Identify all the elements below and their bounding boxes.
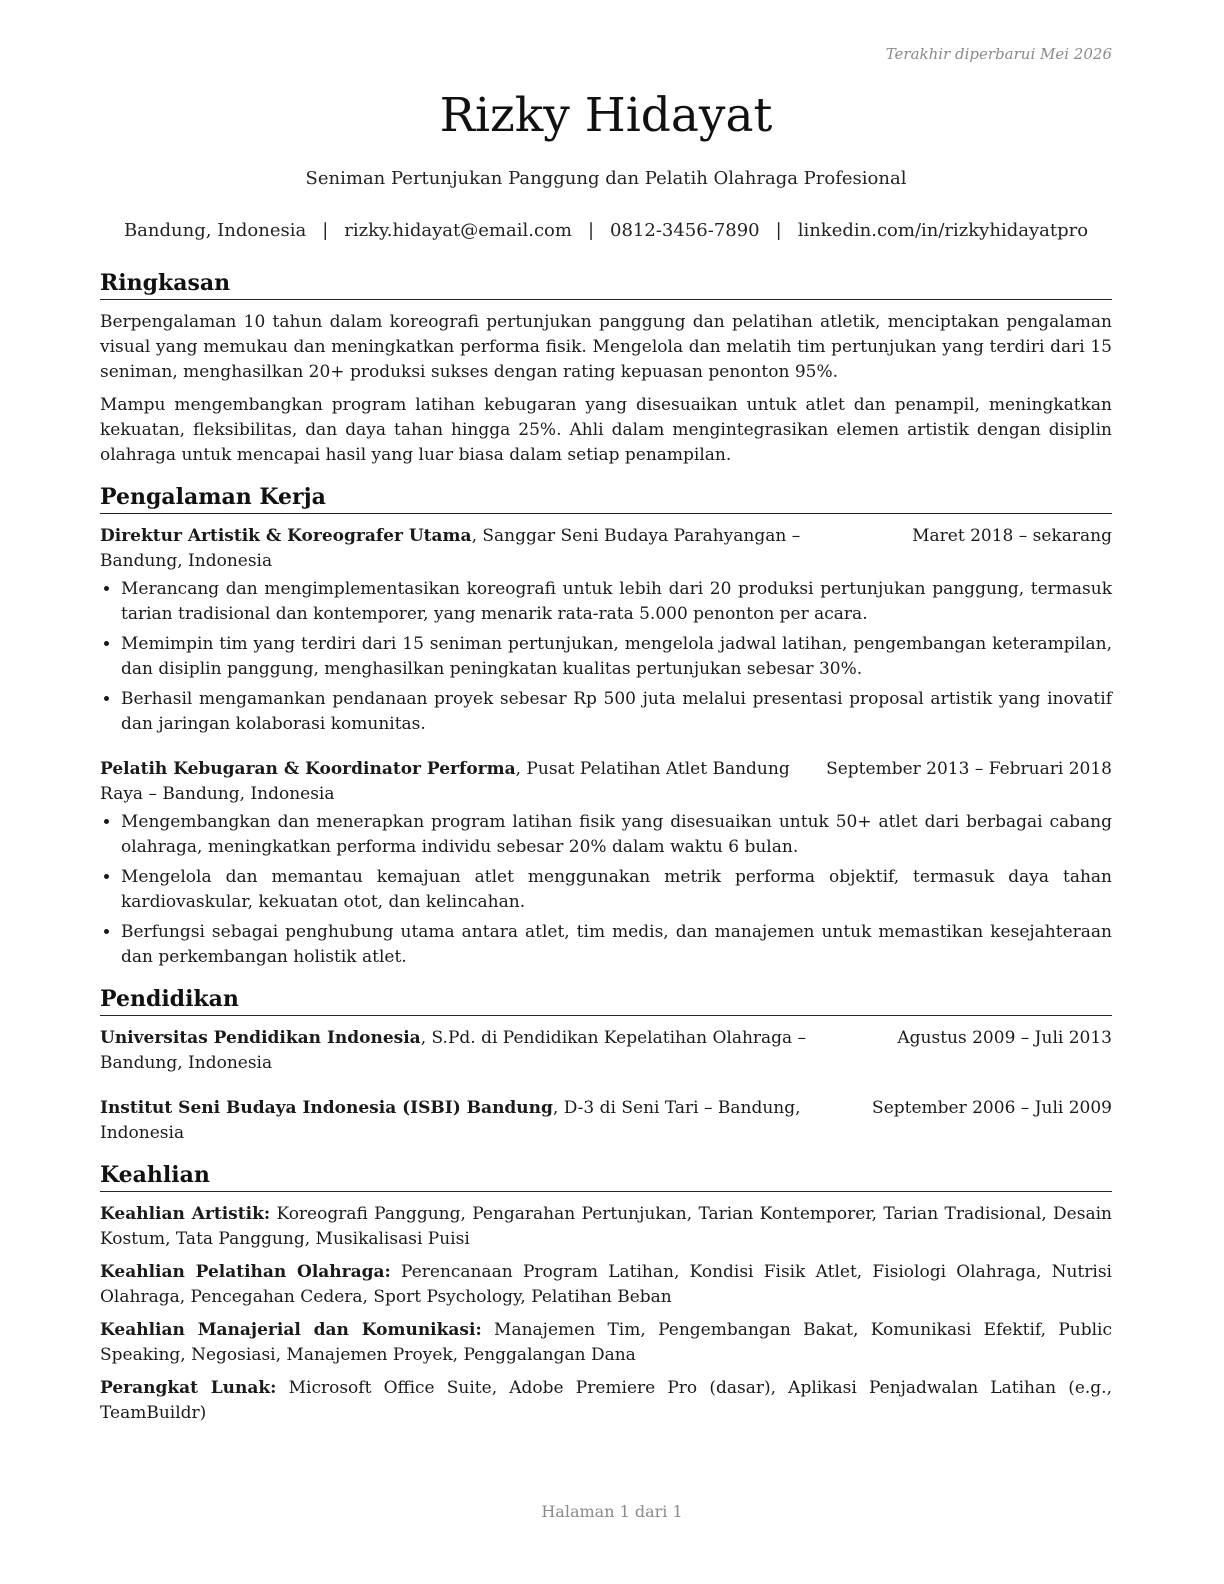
section-title-skills: Keahlian — [100, 1160, 1112, 1192]
education-header — [100, 1096, 1112, 1146]
education-detail: , D-3 di Seni Tari – Bandung, Indonesia — [100, 1098, 801, 1143]
education-entry — [100, 1026, 1112, 1076]
education-detail: , S.Pd. di Pendidikan Kepelatihan Olahraga – Bandung, Indonesia — [100, 1028, 807, 1073]
skill-label: Perangkat Lunak: — [100, 1378, 277, 1398]
contact-email[interactable]: rizky.hidayat@email.com — [344, 220, 572, 241]
job-title-line — [100, 757, 796, 807]
skill-text: Perencanaan Program Latihan, Kondisi Fisik Atlet, Fisiologi Olahraga, Nutrisi Olahraga, Pencegahan Cedera, Sport Psychology, Pelatihan Beban — [100, 1262, 1112, 1307]
separator: | — [322, 220, 329, 241]
skill-text: Microsoft Office Suite, Adobe Premiere Pro (dasar), Aplikasi Penjadwalan Latihan (e.g., TeamBuildr) — [100, 1378, 1112, 1423]
section-title-education: Pendidikan — [100, 984, 1112, 1016]
job-header — [100, 757, 1112, 807]
contact-phone: 0812-3456-7890 — [610, 220, 760, 241]
education-line — [100, 1096, 842, 1146]
job-bullet: • Mengembangkan dan menerapkan program latihan fisik yang disesuaikan untuk 50+ atlet dari berbagai cabang olahraga, meningkatkan performa individu sebesar 20% dalam waktu 6 bulan. — [121, 810, 1112, 860]
education-school: Institut Seni Budaya Indonesia (ISBI) Bandung — [100, 1098, 553, 1118]
contact-line — [100, 220, 1112, 241]
job-entry — [100, 524, 1112, 737]
tagline: Seniman Pertunjukan Panggung dan Pelatih Olahraga Profesional — [305, 168, 907, 189]
candidate-name: Rizky Hidayat — [439, 88, 773, 143]
section-title-experience: Pengalaman Kerja — [100, 482, 1112, 514]
page-number: Halaman 1 dari 1 — [541, 1502, 683, 1521]
job-bullet: • Memimpin tim yang terdiri dari 15 seniman pertunjukan, mengelola jadwal latihan, pengembangan keterampilan, dan disiplin panggung, menghasilkan peningkatan kualitas pertunjukan sebesar 30%. — [121, 632, 1112, 682]
section-title-summary: Ringkasan — [100, 268, 1112, 300]
contact-location: Bandung, Indonesia — [123, 220, 307, 241]
skill-label: Keahlian Artistik: — [100, 1204, 271, 1224]
job-bullet: • Berhasil mengamankan pendanaan proyek sebesar Rp 500 juta melalui presentasi proposal artistik yang inovatif dan jaringan kolaborasi komunitas. — [121, 687, 1112, 737]
skill-group — [100, 1376, 1112, 1426]
job-dates: Maret 2018 – sekarang — [912, 526, 1112, 546]
last-updated: Terakhir diperbarui Mei 2026 — [885, 45, 1112, 63]
education-school: Universitas Pendidikan Indonesia — [100, 1028, 421, 1048]
skill-group — [100, 1260, 1112, 1310]
job-dates: September 2013 – Februari 2018 — [826, 759, 1112, 779]
skill-text: Manajemen Tim, Pengembangan Bakat, Komunikasi Efektif, Public Speaking, Negosiasi, Manajemen Proyek, Penggalangan Dana — [100, 1320, 1112, 1365]
job-role: Pelatih Kebugaran & Koordinator Performa — [100, 759, 516, 779]
summary-paragraph: Berpengalaman 10 tahun dalam koreografi pertunjukan panggung dan pelatihan atletik, menciptakan pengalaman visual yang memukau dan meningkatkan performa fisik. Mengelola dan melatih tim pertunjukan yang terdiri dari 15 seniman, menghasilkan 20+ produksi sukses dengan rating kepuasan penonton 95%. — [100, 312, 1112, 382]
job-bullet: • Berfungsi sebagai penghubung utama antara atlet, tim medis, dan manajemen untuk memastikan kesejahteraan dan perkembangan holistik atlet. — [121, 920, 1112, 970]
job-bullet: • Merancang dan mengimplementasikan koreografi untuk lebih dari 20 produksi pertunjukan panggung, termasuk tarian tradisional dan kontemporer, yang menarik rata-rata 5.000 penonton per acara. — [121, 577, 1112, 627]
education-header — [100, 1026, 1112, 1076]
job-org: , Pusat Pelatihan Atlet Bandung Raya – Bandung, Indonesia — [100, 759, 790, 804]
skill-group — [100, 1318, 1112, 1368]
job-title-line — [100, 524, 882, 574]
job-entry — [100, 757, 1112, 970]
education-dates: Agustus 2009 – Juli 2013 — [897, 1028, 1112, 1048]
skill-label: Keahlian Manajerial dan Komunikasi: — [100, 1320, 482, 1340]
summary-paragraph: Mampu mengembangkan program latihan kebugaran yang disesuaikan untuk atlet dan penampil, meningkatkan kekuatan, fleksibilitas, dan daya tahan hingga 25%. Ahli dalam mengintegrasikan elemen artistik dengan disiplin olahraga untuk mencapai hasil yang luar biasa dalam setiap penampilan. — [100, 395, 1112, 465]
education-line — [100, 1026, 867, 1076]
resume-content — [100, 268, 1112, 1434]
skill-group — [100, 1202, 1112, 1252]
job-org: , Sanggar Seni Budaya Parahyangan – Bandung, Indonesia — [100, 526, 801, 571]
skill-label: Keahlian Pelatihan Olahraga: — [100, 1262, 391, 1282]
job-role: Direktur Artistik & Koreografer Utama — [100, 526, 472, 546]
job-bullets — [100, 810, 1112, 970]
job-header — [100, 524, 1112, 574]
education-entry — [100, 1096, 1112, 1146]
contact-linkedin[interactable]: linkedin.com/in/rizkyhidayatpro — [797, 220, 1089, 241]
skill-text: Koreografi Panggung, Pengarahan Pertunjukan, Tarian Kontemporer, Tarian Tradisional, Desain Kostum, Tata Panggung, Musikalisasi Puisi — [100, 1204, 1112, 1249]
separator: | — [775, 220, 782, 241]
job-bullets — [100, 577, 1112, 737]
education-dates: September 2006 – Juli 2009 — [872, 1098, 1112, 1118]
separator: | — [587, 220, 595, 241]
job-bullet: • Mengelola dan memantau kemajuan atlet menggunakan metrik performa objektif, termasuk daya tahan kardiovaskular, kekuatan otot, dan kelincahan. — [121, 865, 1112, 915]
